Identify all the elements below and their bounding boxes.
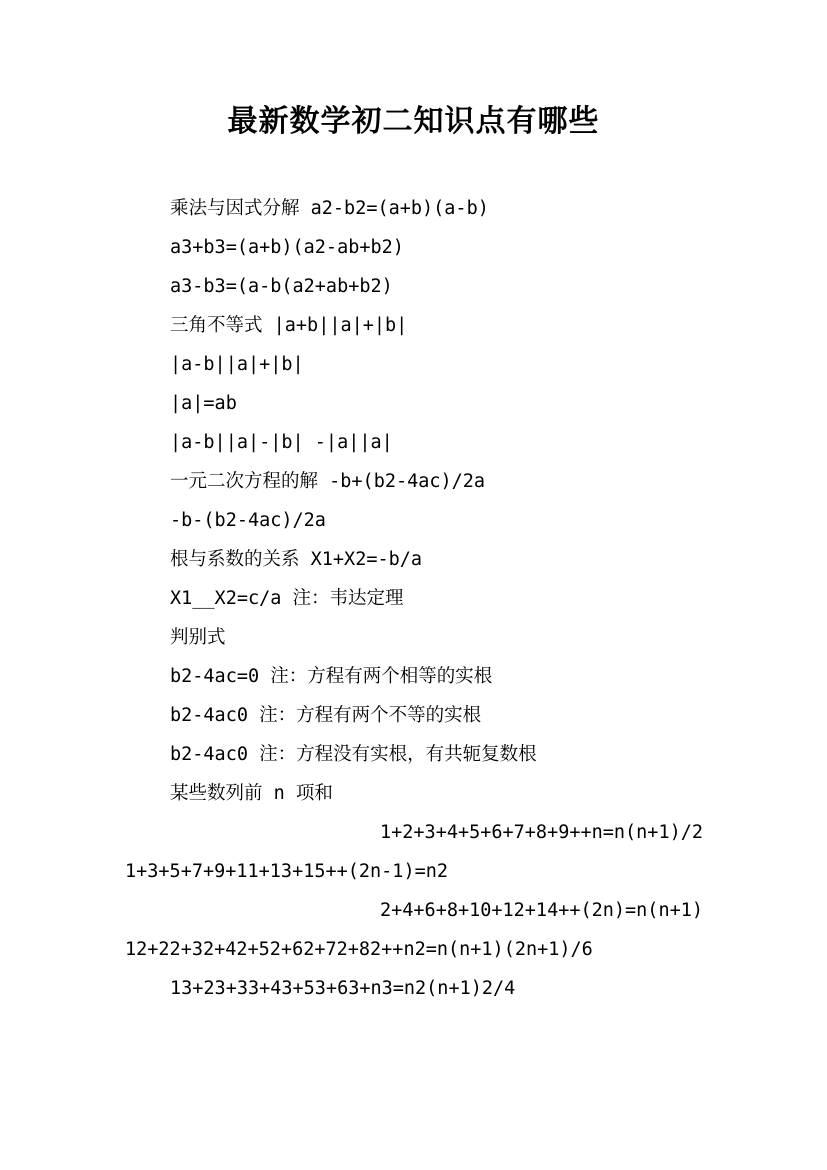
formula-line: 2+4+6+8+10+12+14++(2n)=n(n+1) xyxy=(380,900,704,921)
formula-line: 三角不等式 |a+b||a|+|b| xyxy=(170,315,408,336)
formula-line: a3+b3=(a+b)(a2-ab+b2) xyxy=(170,237,404,258)
formula-line: 根与系数的关系 X1+X2=-b/a xyxy=(170,549,423,570)
formula-line: 13+23+33+43+53+63+n3=n2(n+1)2/4 xyxy=(170,978,516,999)
formula-line: 1+2+3+4+5+6+7+8+9++n=n(n+1)/2 xyxy=(380,822,704,843)
formula-line: 1+3+5+7+9+11+13+15++(2n-1)=n2 xyxy=(125,861,449,882)
document-title: 最新数学初二知识点有哪些 xyxy=(227,104,600,139)
formula-line: |a-b||a|-|b| -|a||a| xyxy=(170,432,393,453)
formula-line: b2-4ac=0 注：方程有两个相等的实根 xyxy=(170,666,493,687)
formula-line: b2-4ac0 注：方程没有实根，有共轭复数根 xyxy=(170,744,537,765)
formula-line: 12+22+32+42+52+62+72+82++n2=n(n+1)(2n+1)/6 xyxy=(125,939,593,960)
formula-line: 乘法与因式分解 a2-b2=(a+b)(a-b) xyxy=(170,198,489,219)
formula-line: 某些数列前 n 项和 xyxy=(170,783,333,804)
formula-line: 一元二次方程的解 -b+(b2-4ac)/2a xyxy=(170,471,486,492)
formula-line: |a-b||a|+|b| xyxy=(170,354,304,375)
formula-line: |a|=ab xyxy=(170,393,237,414)
formula-line: -b-(b2-4ac)/2a xyxy=(170,510,326,531)
formula-line: b2-4ac0 注：方程有两个不等的实根 xyxy=(170,705,482,726)
formula-line: 判别式 xyxy=(170,627,226,648)
formula-line: X1__X2=c/a 注：韦达定理 xyxy=(170,588,404,609)
formula-line: a3-b3=(a-b(a2+ab+b2) xyxy=(170,276,393,297)
